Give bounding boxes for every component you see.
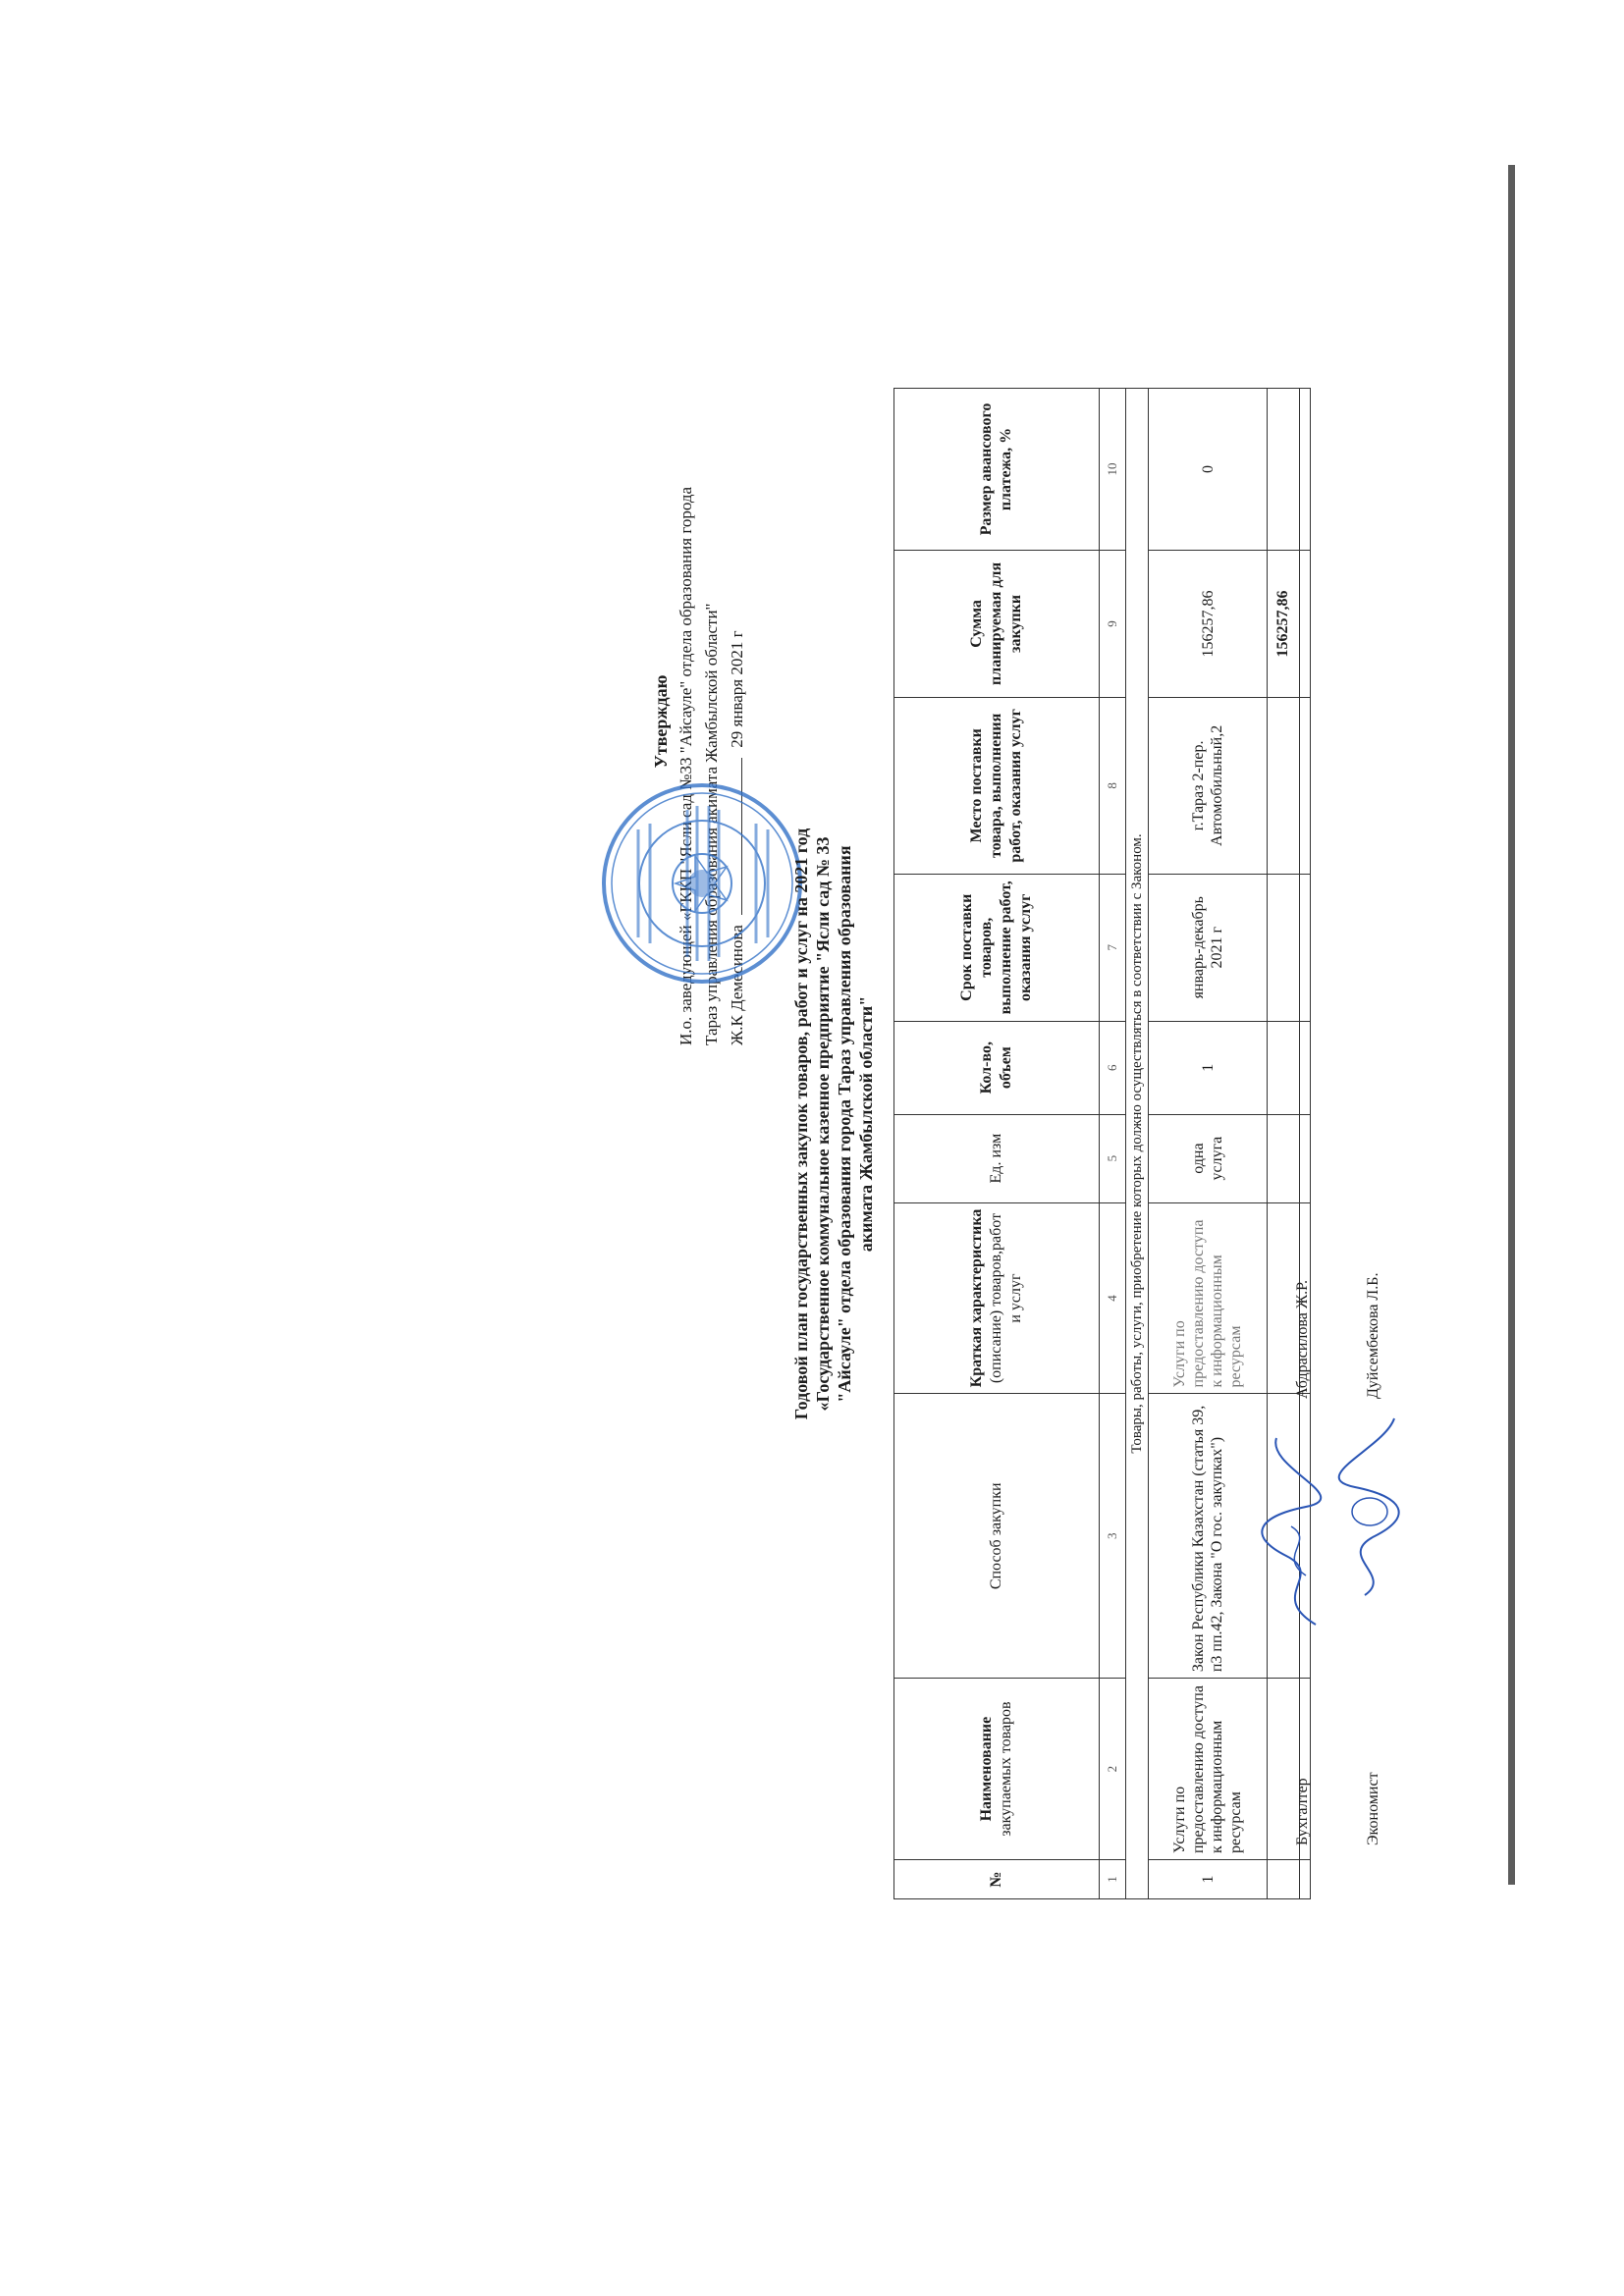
header-description-bold: Краткая характеристика — [968, 1208, 985, 1388]
col-number-cell: 8 — [1100, 697, 1126, 874]
total-empty-cell — [1268, 389, 1300, 551]
rotated-document-sheet — [648, 329, 1624, 1899]
header-description-normal: (описание) товаров,работ и услуг — [988, 1212, 1024, 1384]
column-number-row — [1100, 389, 1126, 1899]
row-advance: 0 — [1149, 389, 1268, 551]
title-line-4: акимата Жамбылской области" — [856, 995, 876, 1253]
signature-name-economist: Дуйсембекова Л.Б. — [1365, 1272, 1381, 1399]
header-unit — [894, 1114, 1100, 1202]
row-place: г.Тараз 2-пер. Автомобильный,2 — [1149, 697, 1268, 874]
total-empty-cell — [1268, 1860, 1300, 1899]
col-number-cell: 4 — [1100, 1202, 1126, 1394]
header-advance: Размер авансового платежа, % — [894, 389, 1100, 551]
blank-cell — [1300, 874, 1311, 1021]
row-name: Услуги по предоставлению доступа к информационным ресурсам — [1149, 1679, 1268, 1860]
header-sum: Сумма планируемая для закупки — [894, 550, 1100, 697]
table-row — [1149, 389, 1268, 1899]
title-line-3: "Айсауле" отдела образования города Тараз управления образования — [835, 845, 854, 1403]
row-qty: 1 — [1149, 1021, 1268, 1114]
approval-signer: Ж.К Демесинова — [728, 925, 746, 1045]
row-number: 1 — [1149, 1860, 1268, 1899]
organization-seal-icon — [599, 780, 805, 987]
header-number: № — [894, 1860, 1100, 1899]
blank-cell — [1300, 389, 1311, 551]
title-line-1: Годовой план государственных закупок товаров, работ и услуг на 2021 год — [791, 828, 811, 1420]
col-number-cell: 6 — [1100, 1021, 1126, 1114]
total-empty-cell — [1268, 1114, 1300, 1202]
row-method: Закон Республики Казахстан (статья 39, п3 пп.42, Закона "О гос. закупках") — [1149, 1394, 1268, 1679]
approval-line-1: И.о. заведующей «ГККП "Ясли сад №33 "Айсауле" отдела образования города — [677, 486, 695, 1045]
header-term: Срок поставки товаров, выполнение работ, оказания услуг — [894, 874, 1100, 1021]
approval-title: Утверждаю — [651, 674, 671, 769]
blank-cell — [1300, 1114, 1311, 1202]
col-number-cell: 5 — [1100, 1114, 1126, 1202]
col-number-cell: 3 — [1100, 1394, 1126, 1679]
row-term: январь-декабрь 2021 г — [1149, 874, 1268, 1021]
col-number-cell: 1 — [1100, 1860, 1126, 1899]
handwritten-signature-icon — [1326, 1409, 1414, 1605]
header-qty: Кол-во, объем — [894, 1021, 1100, 1114]
approval-line-2: Тараз управления образования акимата Жамбылской области" — [702, 603, 721, 1045]
col-number-cell: 9 — [1100, 550, 1126, 697]
total-empty-cell — [1268, 697, 1300, 874]
total-empty-cell — [1268, 874, 1300, 1021]
header-name — [894, 1679, 1100, 1860]
blank-row — [1300, 389, 1311, 1899]
header-method-text: Способ закупки — [988, 1482, 1004, 1590]
total-empty-cell — [1268, 1021, 1300, 1114]
signature-role-economist: Экономист — [1365, 1772, 1381, 1845]
table-header-row — [894, 389, 1100, 1899]
title-line-2: «Государственное коммунальное казенное предприятие "Ясли сад № 33 — [813, 836, 833, 1412]
section-note: Товары, работы, услуги, приобретение которых должно осуществляться в соответствии с Законом. — [1126, 389, 1149, 1899]
header-method — [894, 1394, 1100, 1679]
total-sum: 156257,86 — [1268, 550, 1300, 697]
blank-cell — [1300, 550, 1311, 697]
header-place: Место поставки товара, выполнения работ, оказания услуг — [894, 697, 1100, 874]
blank-cell — [1300, 1021, 1311, 1114]
row-sum: 156257,86 — [1149, 550, 1268, 697]
header-unit-text: Ед. изм — [988, 1133, 1004, 1184]
blank-cell — [1300, 1860, 1311, 1899]
header-name-normal: закупаемых товаров — [998, 1701, 1014, 1837]
signature-name-accountant: Абдрасилова Ж.Р. — [1294, 1279, 1311, 1399]
document-title — [790, 427, 877, 1821]
section-row — [1126, 389, 1149, 1899]
total-row — [1268, 389, 1300, 1899]
handwritten-signature-icon — [1247, 1428, 1335, 1634]
col-number-cell: 10 — [1100, 389, 1126, 551]
signature-role-accountant: Бухгалтер — [1294, 1778, 1311, 1845]
procurement-plan-table — [893, 388, 1311, 1899]
blank-cell — [1300, 697, 1311, 874]
row-unit: одна услуга — [1149, 1114, 1268, 1202]
col-number-cell: 7 — [1100, 874, 1126, 1021]
header-description — [894, 1202, 1100, 1394]
row-description: Услуги по предоставлению доступа к информационным ресурсам — [1149, 1202, 1268, 1394]
col-number-cell: 2 — [1100, 1679, 1126, 1860]
approval-date: 29 января 2021 г — [728, 630, 746, 748]
header-name-bold: Наименование — [978, 1716, 995, 1822]
